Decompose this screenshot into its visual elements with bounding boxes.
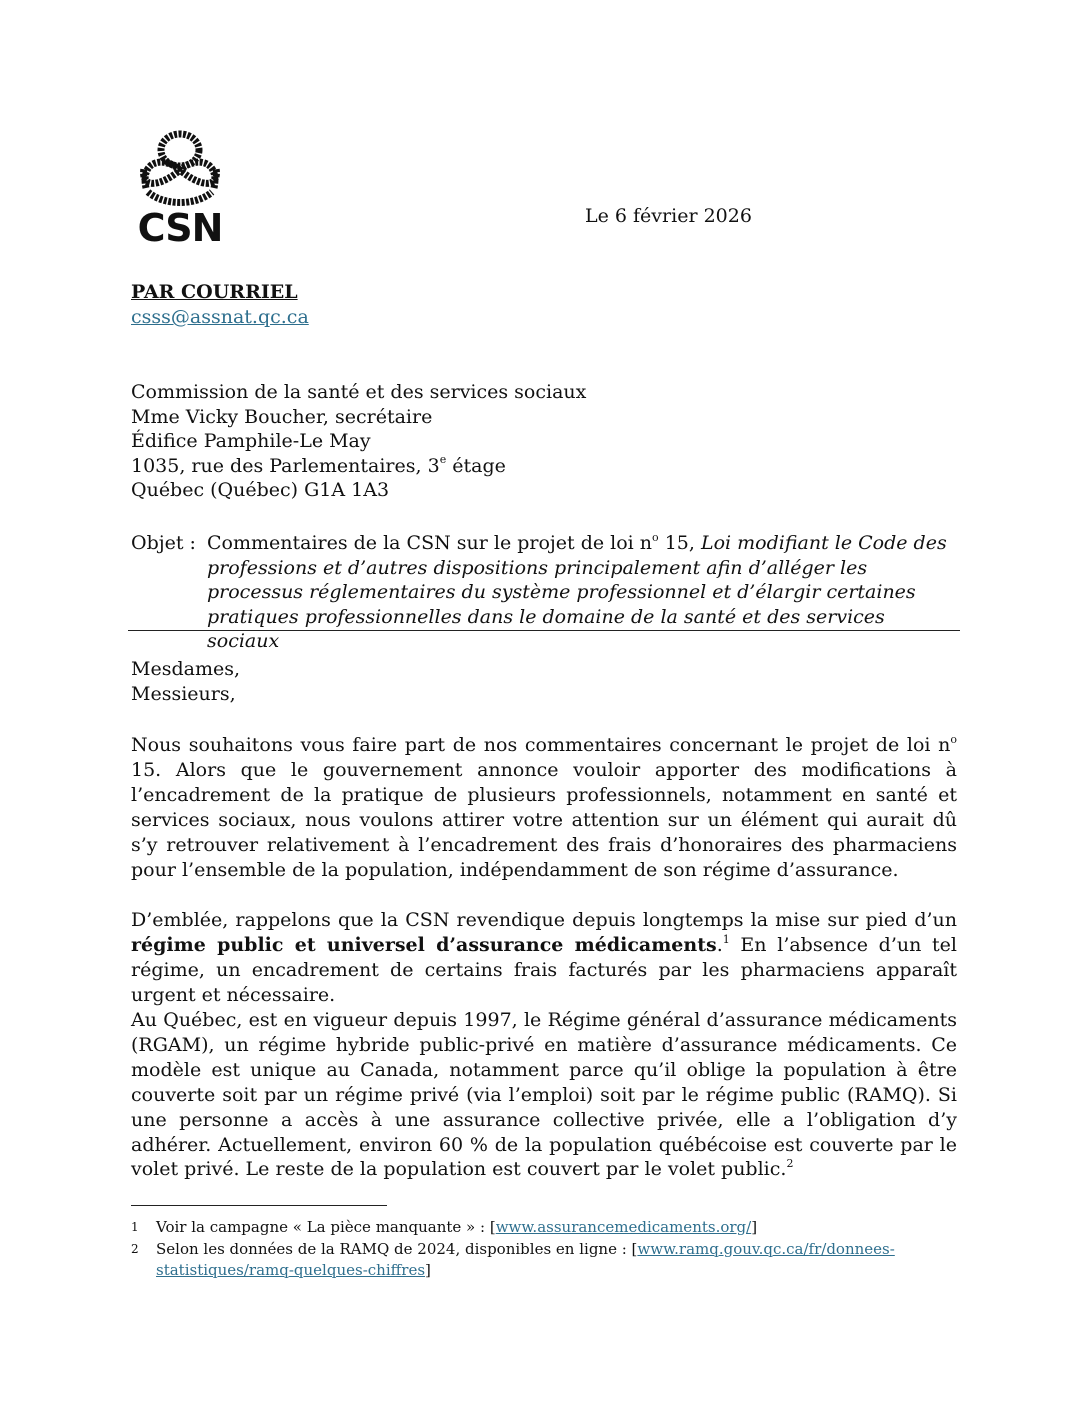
letter-date: Le 6 février 2026 <box>585 205 752 227</box>
recipient-address <box>131 380 586 503</box>
footnote-number: 1 <box>131 1220 139 1234</box>
address-line: 1035, rue des Parlementaires, 3e étage <box>131 453 506 477</box>
subject-divider <box>128 630 960 631</box>
body-paragraph-1: Nous souhaitons vous faire part de nos commentaires concernant le projet de loi $n^o$ 15. Alors que le gouvernement annonce vouloir apporter des modifications à l’encadrement de la pratique de plusieurs professionnels, notamment en santé et services sociaux, nous voulons attirer votre attention sur un élément qui aurait dû s’y retrouver relativement à l’encadrement des frais d’honoraires des pharmaciens pour l’ensemble de la population, indépendamment de son régime d’assurance. <box>131 732 957 881</box>
email-link[interactable]: csss@assnat.qc.ca <box>131 306 309 328</box>
footnote-ref: 2 <box>786 1157 794 1171</box>
address-line: Édifice Pamphile-Le May <box>131 430 371 452</box>
salutation <box>131 657 240 706</box>
salutation-line: Messieurs, <box>131 682 236 705</box>
footnote-link[interactable]: www.assurancemedicaments.org/ <box>495 1218 752 1236</box>
csn-logo-text: CSN <box>137 206 223 250</box>
delivery-method: PAR COURRIEL <box>131 281 298 303</box>
footnote-number: 2 <box>131 1242 139 1256</box>
subject-label: Objet : <box>131 532 196 554</box>
body-paragraph-3: Au Québec, est en vigueur depuis 1997, le Régime général d’assurance médicaments (RGAM), un régime hybride public-privé en matière d’assurance médicaments. Ce modèle est unique au Canada, notamment parce qu’il oblige la population à être couverte soit par un régime privé (via l’emploi) soit par le régime public (RAMQ). Si une personne a accès à une assurance collective privée, elle a l’obligation d’y adhérer. Actuellement, environ 60 % de la population québécoise est couverte par le volet privé. Le reste de la population est couvert par le volet public.$^2$ <box>131 1009 957 1181</box>
salutation-line: Mesdames, <box>131 658 240 680</box>
footnote-2: Selon les données de la RAMQ de 2024, disponibles en ligne : [www.ramq.gouv.qc.ca/fr/donnees-statistiques/ramq-quelques-chiffres] <box>156 1240 895 1279</box>
footnote-link[interactable]: www.ramq.gouv.qc.ca/fr/donnees-statistiques/ramq-quelques-chiffres <box>156 1240 895 1279</box>
footnote-ref: 1 <box>722 932 730 946</box>
subject-text: Commentaires de la CSN sur le projet de loi $n^o$ 15, Loi modifiant le Code des professions et d’autres dispositions principalement afin d’alléger les processus réglementaires du système professionnel et d’élargir certaines pratiques professionnelles dans le domaine de la santé et des services sociaux <box>207 530 947 652</box>
emphasis-text: régime public et universel d’assurance médicaments <box>131 933 717 956</box>
address-line: Québec (Québec) G1A 1A3 <box>131 479 390 501</box>
footnote-1: Voir la campagne « La pièce manquante » : [www.assurancemedicaments.org/] <box>156 1218 758 1236</box>
bill-title: Loi modifiant le Code des professions et d’autres dispositions principalement afin d’alléger les processus réglementaires du système professionnel et d’élargir certaines pratiques professionnelles dans le domaine de la santé et des services sociaux <box>207 532 947 652</box>
footnote-divider <box>131 1205 387 1206</box>
address-line: Mme Vicky Boucher, secrétaire <box>131 405 433 428</box>
body-paragraph-2: D’emblée, rappelons que la CSN revendique depuis longtemps la mise sur pied d’un régime public et universel d’assurance médicaments.$^1$ En l’absence d’un tel régime, un encadrement de certains frais facturés par les pharmaciens apparaît urgent et nécessaire. <box>131 909 957 1006</box>
csn-knot-icon <box>134 130 226 208</box>
address-line: Commission de la santé et des services sociaux <box>131 381 587 403</box>
csn-logo <box>134 130 226 248</box>
